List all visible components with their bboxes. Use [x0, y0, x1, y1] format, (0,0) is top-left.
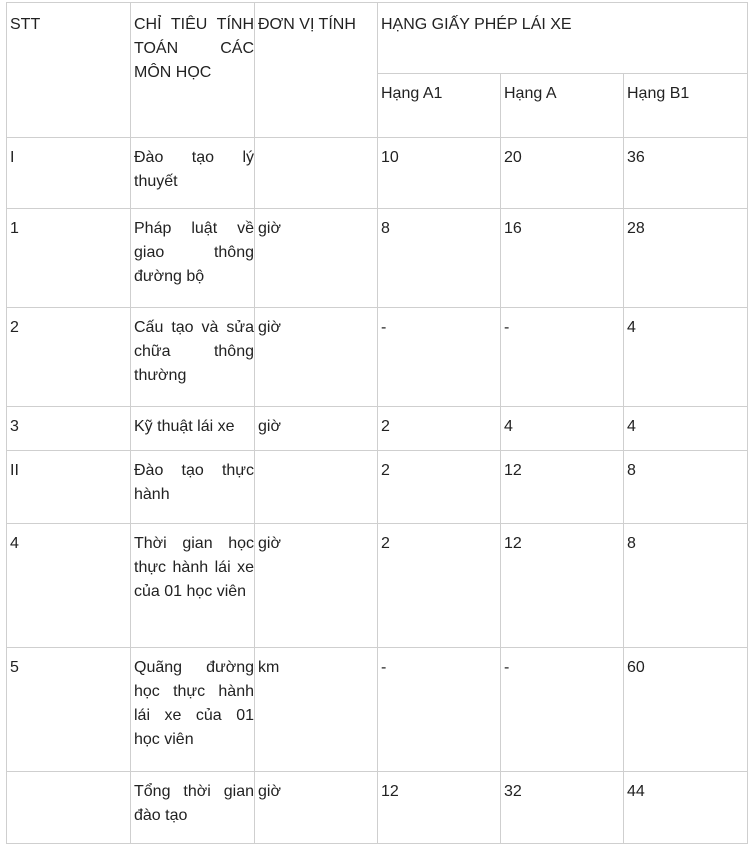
- cell-unit: giờ: [255, 524, 378, 648]
- cell-unit: km: [255, 648, 378, 772]
- cell-unit: giờ: [255, 407, 378, 451]
- table-row: [7, 772, 748, 844]
- cell-a1: -: [378, 648, 501, 772]
- cell-a: 12: [501, 524, 624, 648]
- cell-unit: giờ: [255, 308, 378, 407]
- cell-indicator: Đào tạo lý thuyết: [131, 138, 255, 209]
- cell-unit: giờ: [255, 209, 378, 308]
- cell-unit: giờ: [255, 772, 378, 844]
- cell-indicator: Thời gian học thực hành lái xe của 01 học viên: [131, 524, 255, 648]
- cell-a1: 2: [378, 407, 501, 451]
- header-class-a1: Hạng A1: [378, 74, 501, 138]
- cell-a: 4: [501, 407, 624, 451]
- cell-indicator: Đào tạo thực hành: [131, 451, 255, 524]
- cell-b1: 36: [624, 138, 748, 209]
- cell-a: 16: [501, 209, 624, 308]
- cell-stt: 1: [7, 209, 131, 308]
- cell-a1: 10: [378, 138, 501, 209]
- cell-stt: 3: [7, 407, 131, 451]
- cell-b1: 4: [624, 407, 748, 451]
- cell-a1: 2: [378, 451, 501, 524]
- cell-b1: 8: [624, 524, 748, 648]
- table-row: [7, 407, 748, 451]
- license-training-table: [6, 2, 748, 844]
- cell-a: 12: [501, 451, 624, 524]
- cell-b1: 4: [624, 308, 748, 407]
- cell-stt: 4: [7, 524, 131, 648]
- cell-indicator: Cấu tạo và sửa chữa thông thường: [131, 308, 255, 407]
- cell-stt: I: [7, 138, 131, 209]
- cell-stt: 2: [7, 308, 131, 407]
- table-row: [7, 524, 748, 648]
- cell-stt: 5: [7, 648, 131, 772]
- cell-b1: 28: [624, 209, 748, 308]
- cell-b1: 60: [624, 648, 748, 772]
- cell-indicator: Pháp luật về giao thông đường bộ: [131, 209, 255, 308]
- table-row: [7, 138, 748, 209]
- cell-a1: -: [378, 308, 501, 407]
- cell-a1: 12: [378, 772, 501, 844]
- cell-stt: II: [7, 451, 131, 524]
- header-indicator: CHỈ TIÊU TÍNH TOÁN CÁC MÔN HỌC: [131, 3, 255, 138]
- table-row: [7, 308, 748, 407]
- table-row: [7, 648, 748, 772]
- header-license-group: HẠNG GIẤY PHÉP LÁI XE: [378, 3, 748, 74]
- cell-a1: 8: [378, 209, 501, 308]
- cell-a: 32: [501, 772, 624, 844]
- header-unit: ĐƠN VỊ TÍNH: [255, 3, 378, 138]
- header-class-b1: Hạng B1: [624, 74, 748, 138]
- cell-a1: 2: [378, 524, 501, 648]
- header-class-a: Hạng A: [501, 74, 624, 138]
- header-row: [7, 3, 748, 74]
- cell-stt: [7, 772, 131, 844]
- cell-unit: [255, 138, 378, 209]
- header-stt: STT: [7, 3, 131, 138]
- cell-a: -: [501, 308, 624, 407]
- cell-indicator: Kỹ thuật lái xe: [131, 407, 255, 451]
- cell-a: 20: [501, 138, 624, 209]
- cell-indicator: Quãng đường học thực hành lái xe của 01 học viên: [131, 648, 255, 772]
- table-row: [7, 209, 748, 308]
- cell-b1: 8: [624, 451, 748, 524]
- cell-indicator: Tổng thời gian đào tạo: [131, 772, 255, 844]
- cell-b1: 44: [624, 772, 748, 844]
- cell-a: -: [501, 648, 624, 772]
- table-row: [7, 451, 748, 524]
- cell-unit: [255, 451, 378, 524]
